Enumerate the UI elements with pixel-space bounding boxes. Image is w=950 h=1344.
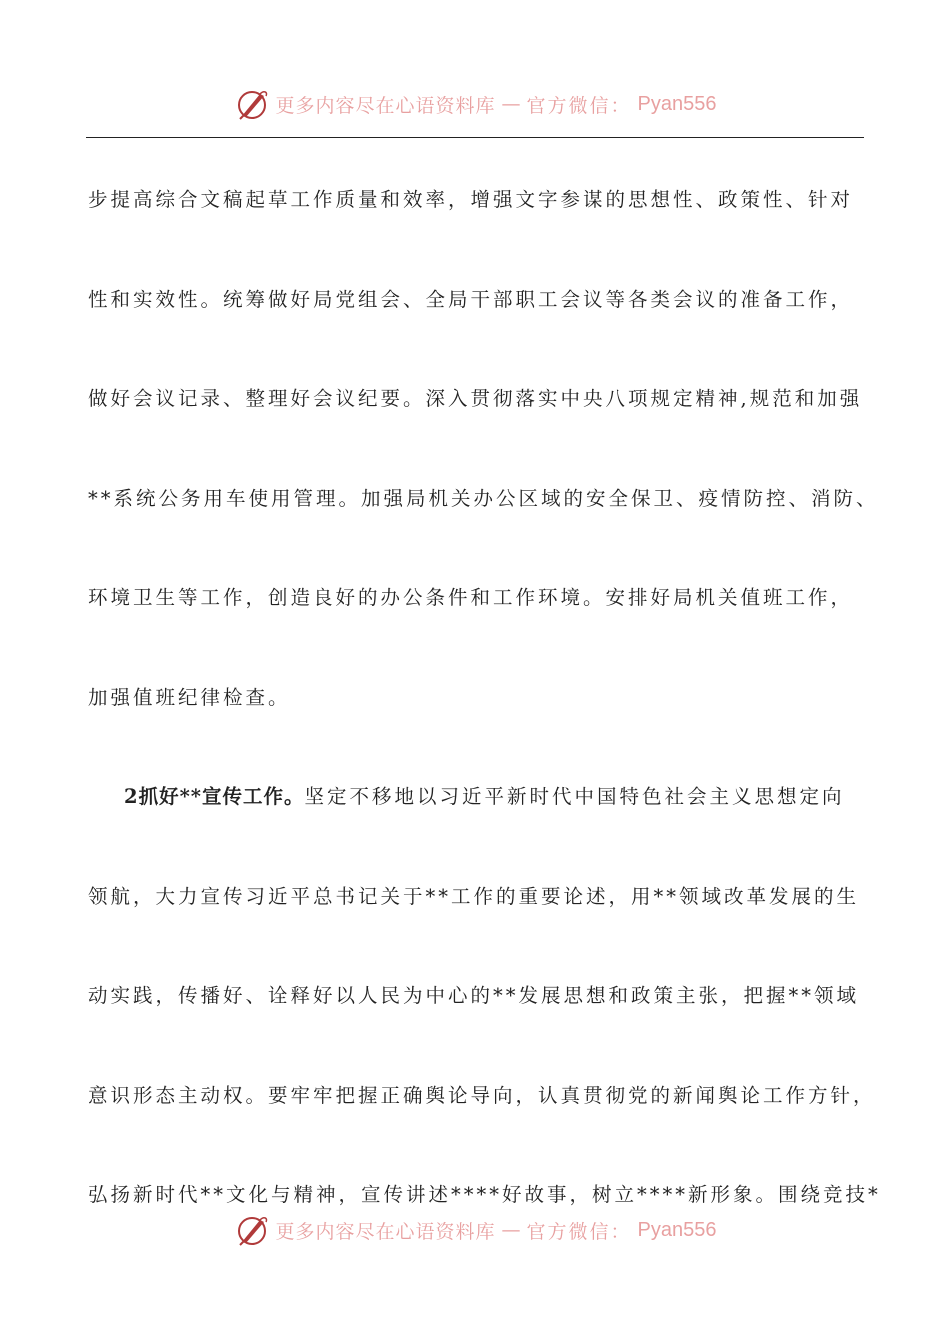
section2-first-line-text: 坚定不移地以习近平新时代中国特色社会主义思想定向 (304, 785, 845, 808)
footer-banner-inner (234, 1212, 717, 1248)
header-dash: — (501, 93, 521, 115)
section2-line-2: 领航，大力宣传习近平总书记关于**工作的重要论述，用**领域改革发展的生 (88, 884, 860, 908)
body-line-5: 环境卫生等工作，创造良好的办公条件和工作环境。安排好局机关值班工作， (88, 586, 854, 609)
body-line-1: 步提高综合文稿起草工作质量和效率，增强文字参谋的思想性、政策性、针对 (88, 188, 854, 211)
footer-dash: — (501, 1219, 521, 1241)
footer-wechat-label: 官方微信： (526, 1220, 632, 1243)
footer-banner (0, 1208, 950, 1252)
header-banner-inner (234, 86, 717, 122)
section2-line-3: 动实践，传播好、诠释好以人民为中心的**发展思想和政策主张，把握**领域 (88, 984, 860, 1007)
header-rule (86, 137, 864, 138)
body-line-4: **系统公务用车使用管理。加强局机关办公区域的安全保卫、疫情防控、消防、 (88, 486, 879, 510)
footer-site-text: 更多内容尽在心语资料库 (275, 1220, 496, 1243)
header-wechat-id: Pyan556 (637, 92, 717, 115)
section2-first-line (88, 747, 878, 847)
section2-heading: 2抓好**宣传工作。 (124, 785, 305, 808)
section2-line-4: 意识形态主动权。要牢牢把握正确舆论导向，认真贯彻党的新闻舆论工作方针， (88, 1083, 876, 1107)
header-site-text: 更多内容尽在心语资料库 (275, 94, 496, 117)
header-wechat-label: 官方微信： (526, 94, 632, 117)
section2-line-5: 弘扬新时代**文化与精神，宣传讲述****好故事，树立****新形象。围绕竞技* (88, 1183, 881, 1206)
quill-pen-circle-icon (234, 86, 270, 122)
body-line-3: 做好会议记录、整理好会议纪要。深入贯彻落实中央八项规定精神,规范和加强 (88, 387, 863, 410)
document-body (88, 150, 881, 1245)
footer-wechat-id: Pyan556 (637, 1218, 717, 1241)
body-line-2: 性和实效性。统筹做好局党组会、全局干部职工会议等各类会议的准备工作， (88, 287, 854, 311)
quill-pen-circle-icon (234, 1212, 270, 1248)
header-banner (0, 82, 950, 126)
body-line-6: 加强值班纪律检查。 (88, 685, 291, 709)
